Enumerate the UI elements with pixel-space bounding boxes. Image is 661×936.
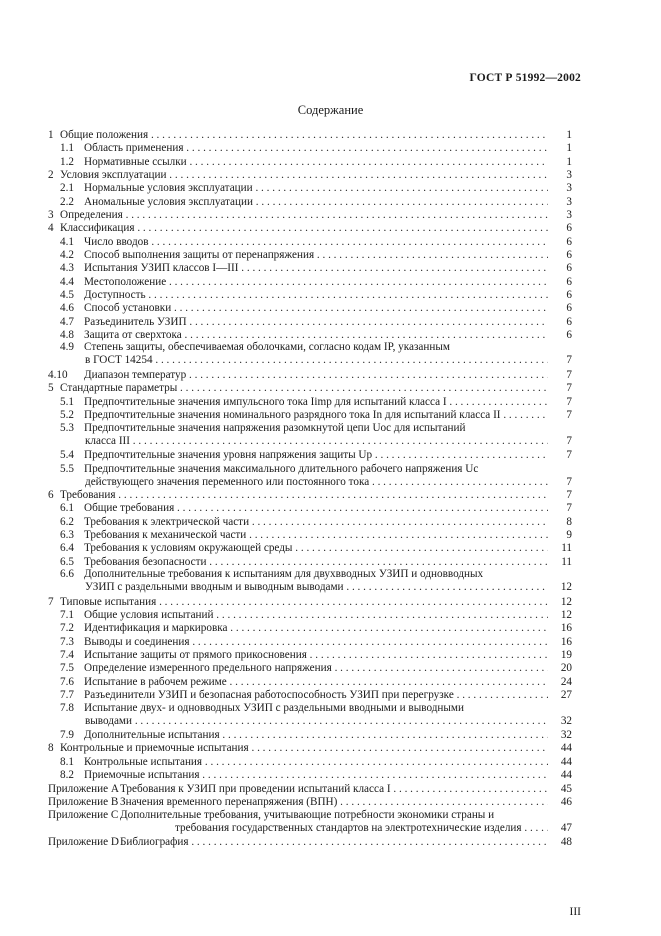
toc-entry: [48, 208, 572, 222]
toc-entry: [48, 488, 572, 502]
toc-entry-number: 8.1: [60, 755, 74, 768]
toc-entry-title: УЗИП с раздельными вводным и выводным выводами . . .: [85, 580, 548, 594]
toc-entry-title: класса III . . .: [85, 434, 548, 448]
toc-entry-title: Область применения . . .: [84, 141, 548, 155]
toc-entry-title: действующего значения переменного или постоянного тока . . .: [85, 475, 548, 489]
toc-entry-title: Предпочтительные значения напряжения разомкнутой цепи Uoc для испытаний: [84, 422, 466, 434]
toc-entry-number: 4.5: [60, 289, 74, 301]
toc-entry: [48, 381, 572, 395]
toc-entry-title: Определения . . .: [60, 208, 548, 222]
toc-entry: [48, 301, 572, 315]
toc-entry-number: 6.4: [60, 542, 74, 555]
toc-entry-title: в ГОСТ 14254 . . .: [85, 353, 548, 367]
toc-entry-title: Идентификация и маркировка . . .: [84, 621, 548, 635]
toc-entry: [48, 541, 572, 555]
toc-entry-title: Диапазон температур . . .: [84, 368, 548, 382]
toc-entry-title: Определение измеренного предельного напряжения . . .: [84, 661, 548, 675]
toc-entry: [48, 128, 572, 142]
toc-entry-title: Степень защиты, обеспечиваемая оболочками, согласно кодам IP, указанным: [84, 341, 450, 353]
toc-entry: [48, 248, 572, 262]
toc-entry-page: 7: [552, 381, 572, 395]
toc-entry-number: 5.2: [60, 409, 74, 421]
page-number: III: [569, 906, 581, 918]
toc-entry-title: Защита от сверхтока . . .: [84, 328, 548, 342]
toc-entry-number: 2.2: [60, 195, 74, 208]
toc-entry: [48, 353, 572, 367]
document-id: ГОСТ Р 51992—2002: [469, 72, 581, 84]
toc-entry: [48, 288, 572, 302]
toc-entry-page: 7: [552, 353, 572, 367]
toc-entry-title: Нормативные ссылки . . .: [84, 155, 548, 169]
toc-entry-number: Приложение D: [48, 835, 119, 848]
toc-entry-page: 7: [552, 501, 572, 515]
toc-entry-page: 16: [552, 635, 572, 649]
toc-entry-page: 3: [552, 208, 572, 222]
toc-entry-title: Аномальные условия эксплуатации . . .: [84, 195, 548, 209]
toc-entry-page: 7: [552, 488, 572, 502]
toc-entry-title: Испытание защиты от прямого прикосновения . . .: [84, 648, 548, 662]
toc-entry-title: Доступность . . .: [84, 288, 548, 302]
toc-entry: [48, 168, 572, 182]
toc-entry-title: Контрольные испытания . . .: [84, 755, 548, 769]
toc-entry-title: Требования . . .: [60, 488, 548, 502]
toc-entry-number: 4.1: [60, 235, 74, 248]
toc-entry-title: Требования к УЗИП при проведении испытаний класса I . . .: [120, 782, 548, 796]
toc-entry-number: 7.7: [60, 689, 74, 701]
toc-entry: [48, 475, 572, 489]
toc-entry-number: 4.3: [60, 262, 74, 275]
toc-entry-number: 7: [48, 596, 54, 608]
toc-entry-page: 7: [552, 395, 572, 409]
toc-entry-title: Разъединители УЗИП и безопасная работоспособность УЗИП при перегрузке . . .: [84, 688, 548, 702]
toc-entry-page: 20: [552, 661, 572, 675]
toc-entry: [48, 261, 572, 275]
toc-entry-title: Нормальные условия эксплуатации . . .: [84, 181, 548, 195]
toc-entry-title: Способ установки . . .: [84, 301, 548, 315]
toc-entry: [48, 275, 572, 289]
toc-entry-page: 1: [552, 141, 572, 155]
toc-entry-page: 44: [552, 755, 572, 769]
toc-entry-title: Дополнительные требования, учитывающие потребности экономики страны и: [120, 809, 495, 821]
toc-entry-title: выводами . . .: [85, 714, 548, 728]
page-title: Содержание: [297, 103, 364, 117]
toc-entry: [48, 501, 572, 515]
toc-entry: [48, 235, 572, 249]
toc-entry: [48, 808, 572, 822]
toc-entry: [48, 221, 572, 235]
toc-entry: [48, 155, 572, 169]
toc-entry: [48, 434, 572, 448]
toc-entry-number: 6.1: [60, 502, 74, 514]
toc-entry: [48, 181, 572, 195]
toc-entry-page: 44: [552, 768, 572, 782]
toc-entry: [48, 701, 572, 715]
toc-entry-number: 2.1: [60, 182, 74, 195]
toc-entry-number: Приложение C: [48, 809, 119, 821]
toc-entry-number: 7.5: [60, 662, 74, 675]
toc-entry-page: 6: [552, 261, 572, 275]
toc-entry: [48, 448, 572, 462]
toc-entry-page: 1: [552, 128, 572, 142]
toc-entry-number: 1.2: [60, 155, 74, 168]
toc-entry-page: 8: [552, 515, 572, 529]
toc-entry-page: 7: [552, 368, 572, 382]
toc-entry-number: Приложение B: [48, 796, 119, 808]
toc-entry-title: Общие положения . . .: [60, 128, 548, 142]
toc-entry-page: 48: [552, 835, 572, 849]
toc-entry-title: Число вводов . . .: [84, 235, 548, 249]
toc-entry-number: 5.3: [60, 422, 74, 434]
toc-entry-title: требования государственных стандартов на электротехнические изделия . . .: [175, 821, 548, 835]
toc-entry-page: 24: [552, 675, 572, 689]
toc-entry: [48, 462, 572, 476]
toc-entry-page: 12: [552, 608, 572, 622]
toc-entry: [48, 768, 572, 782]
toc-entry-page: 11: [552, 541, 572, 555]
toc-entry-number: 2: [48, 169, 54, 181]
toc-entry: [48, 795, 572, 809]
toc-entry: [48, 728, 572, 742]
toc-entry-number: 7.6: [60, 675, 74, 688]
toc-entry-page: 6: [552, 248, 572, 262]
toc-entry-title: Требования к механической части . . .: [84, 528, 548, 542]
toc-entry-title: Значения временного перенапряжения (ВПН) . . .: [120, 795, 548, 809]
toc-entry: [48, 675, 572, 689]
toc-entry-title: Предпочтительные значения максимального длительного рабочего напряжения Uc: [84, 463, 479, 475]
toc-entry-number: 7.8: [60, 702, 74, 714]
toc-entry: [48, 635, 572, 649]
toc-entry-title: Стандартные параметры . . .: [60, 381, 548, 395]
toc-entry-page: 6: [552, 315, 572, 329]
toc-entry: [48, 714, 572, 728]
toc-entry-page: 19: [552, 648, 572, 662]
toc-entry-title: Предпочтительные значения импульсного тока Iimp для испытаний класса I . . .: [84, 395, 548, 409]
toc-entry-number: 6.2: [60, 515, 74, 528]
toc-entry-title: Требования к условиям окружающей среды . . .: [84, 541, 548, 555]
toc-entry: [48, 648, 572, 662]
toc-entry-page: 7: [552, 434, 572, 448]
toc-entry-page: 11: [552, 555, 572, 569]
toc-entry-title: Требования к электрической части . . .: [84, 515, 548, 529]
toc-entry-page: 12: [552, 595, 572, 609]
toc-entry-page: 6: [552, 328, 572, 342]
toc-entry: [48, 580, 572, 594]
toc-entry-number: 6.5: [60, 555, 74, 568]
toc-entry-number: 8.2: [60, 769, 74, 781]
toc-entry-page: 6: [552, 288, 572, 302]
toc-entry-number: Приложение A: [48, 783, 119, 795]
toc-entry-page: 7: [552, 408, 572, 422]
toc-entry-title: Предпочтительные значения уровня напряжения защиты Up . . .: [84, 448, 548, 462]
toc-entry-page: 46: [552, 795, 572, 809]
toc-entry: [48, 835, 572, 849]
toc-entry: [48, 661, 572, 675]
toc-entry: [48, 688, 572, 702]
toc-entry-number: 5.5: [60, 463, 74, 475]
toc-entry-title: Испытание двух- и одновводных УЗИП с раздельными вводными и выводными: [84, 702, 464, 714]
toc-entry: [48, 621, 572, 635]
toc-entry: [48, 395, 572, 409]
toc-entry-number: 7.1: [60, 609, 74, 621]
toc-entry-page: 6: [552, 275, 572, 289]
toc-entry-page: 6: [552, 301, 572, 315]
toc-entry-page: 45: [552, 782, 572, 796]
toc-entry-page: 27: [552, 688, 572, 702]
toc-entry-title: Местоположение . . .: [84, 275, 548, 289]
toc-entry: [48, 528, 572, 542]
toc-entry-page: 7: [552, 448, 572, 462]
toc-entry-number: 3: [48, 209, 54, 221]
toc-entry-title: Классификация . . .: [60, 221, 548, 235]
toc-entry-page: 44: [552, 741, 572, 755]
toc-entry: [48, 421, 572, 435]
toc-entry-page: 32: [552, 728, 572, 742]
toc-entry-number: 4.6: [60, 302, 74, 315]
toc-entry: [48, 408, 572, 422]
toc-entry-title: Испытания УЗИП классов I—III . . .: [84, 261, 548, 275]
toc-entry-page: 7: [552, 475, 572, 489]
toc-entry-page: 3: [552, 168, 572, 182]
toc-entry-page: 32: [552, 714, 572, 728]
toc-entry-number: 4.9: [60, 341, 74, 353]
toc-entry-title: Библиография . . .: [120, 835, 548, 849]
toc-entry-page: 6: [552, 235, 572, 249]
toc-entry: [48, 141, 572, 155]
toc-entry-title: Приемочные испытания . . .: [84, 768, 548, 782]
toc-entry-title: Испытание в рабочем режиме . . .: [84, 675, 548, 689]
toc-entry-title: Общие условия испытаний . . .: [84, 608, 548, 622]
toc-entry-number: 7.2: [60, 622, 74, 635]
toc-entry-title: Дополнительные испытания . . .: [84, 728, 548, 742]
toc-entry-title: Предпочтительные значения номинального разрядного тока In для испытаний класса II . . .: [84, 408, 548, 422]
toc-entry-page: 16: [552, 621, 572, 635]
toc-entry-page: 3: [552, 195, 572, 209]
toc-entry-number: 4.8: [60, 329, 74, 341]
toc-entry-title: Условия эксплуатации . . .: [60, 168, 548, 182]
toc-entry: [48, 195, 572, 209]
toc-entry-number: 1.1: [60, 142, 74, 155]
toc-entry-number: 6.3: [60, 529, 74, 541]
toc-entry: [48, 821, 572, 835]
toc-entry: [48, 782, 572, 796]
toc-entry-number: 5.1: [60, 395, 74, 408]
toc-entry-number: 1: [48, 129, 54, 141]
toc-entry: [48, 741, 572, 755]
toc-entry: [48, 595, 572, 609]
toc-entry-number: 7.4: [60, 649, 74, 661]
toc-entry-number: 4.2: [60, 249, 74, 261]
toc-entry: [48, 567, 572, 581]
toc-entry-number: 4.10: [48, 369, 68, 381]
toc-entry: [48, 608, 572, 622]
toc-entry-title: Типовые испытания . . .: [60, 595, 548, 609]
toc-entry-number: 7.9: [60, 729, 74, 741]
toc-entry: [48, 315, 572, 329]
toc-entry: [48, 515, 572, 529]
toc-entry-title: Разъединитель УЗИП . . .: [84, 315, 548, 329]
toc-entry-number: 8: [48, 742, 54, 755]
toc-entry-title: Выводы и соединения . . .: [84, 635, 548, 649]
toc-entry-number: 5: [48, 382, 54, 395]
toc-entry-number: 6.6: [60, 568, 74, 580]
toc-entry-title: Дополнительные требования к испытаниям для двухвводных УЗИП и одновводных: [84, 568, 484, 580]
toc-entry-number: 7.3: [60, 635, 74, 648]
toc-entry-number: 4.4: [60, 275, 74, 288]
toc-entry-page: 6: [552, 221, 572, 235]
toc-entry-page: 1: [552, 155, 572, 169]
toc-entry-page: 9: [552, 528, 572, 542]
toc-entry: [48, 755, 572, 769]
toc-entry-page: 47: [552, 821, 572, 835]
toc-entry-number: 6: [48, 489, 54, 501]
toc-entry-number: 4: [48, 222, 54, 235]
toc-entry-page: 3: [552, 181, 572, 195]
toc-entry-title: Требования безопасности . . .: [84, 555, 548, 569]
toc-entry-number: 4.7: [60, 315, 74, 328]
toc-entry: [48, 368, 572, 382]
toc-entry-title: Способ выполнения защиты от перенапряжения . . .: [84, 248, 548, 262]
toc-entry: [48, 340, 572, 354]
toc-entry-page: 12: [552, 580, 572, 594]
toc-entry-number: 5.4: [60, 449, 74, 461]
toc-entry-title: Общие требования . . .: [84, 501, 548, 515]
toc-entry-title: Контрольные и приемочные испытания . . .: [60, 741, 548, 755]
